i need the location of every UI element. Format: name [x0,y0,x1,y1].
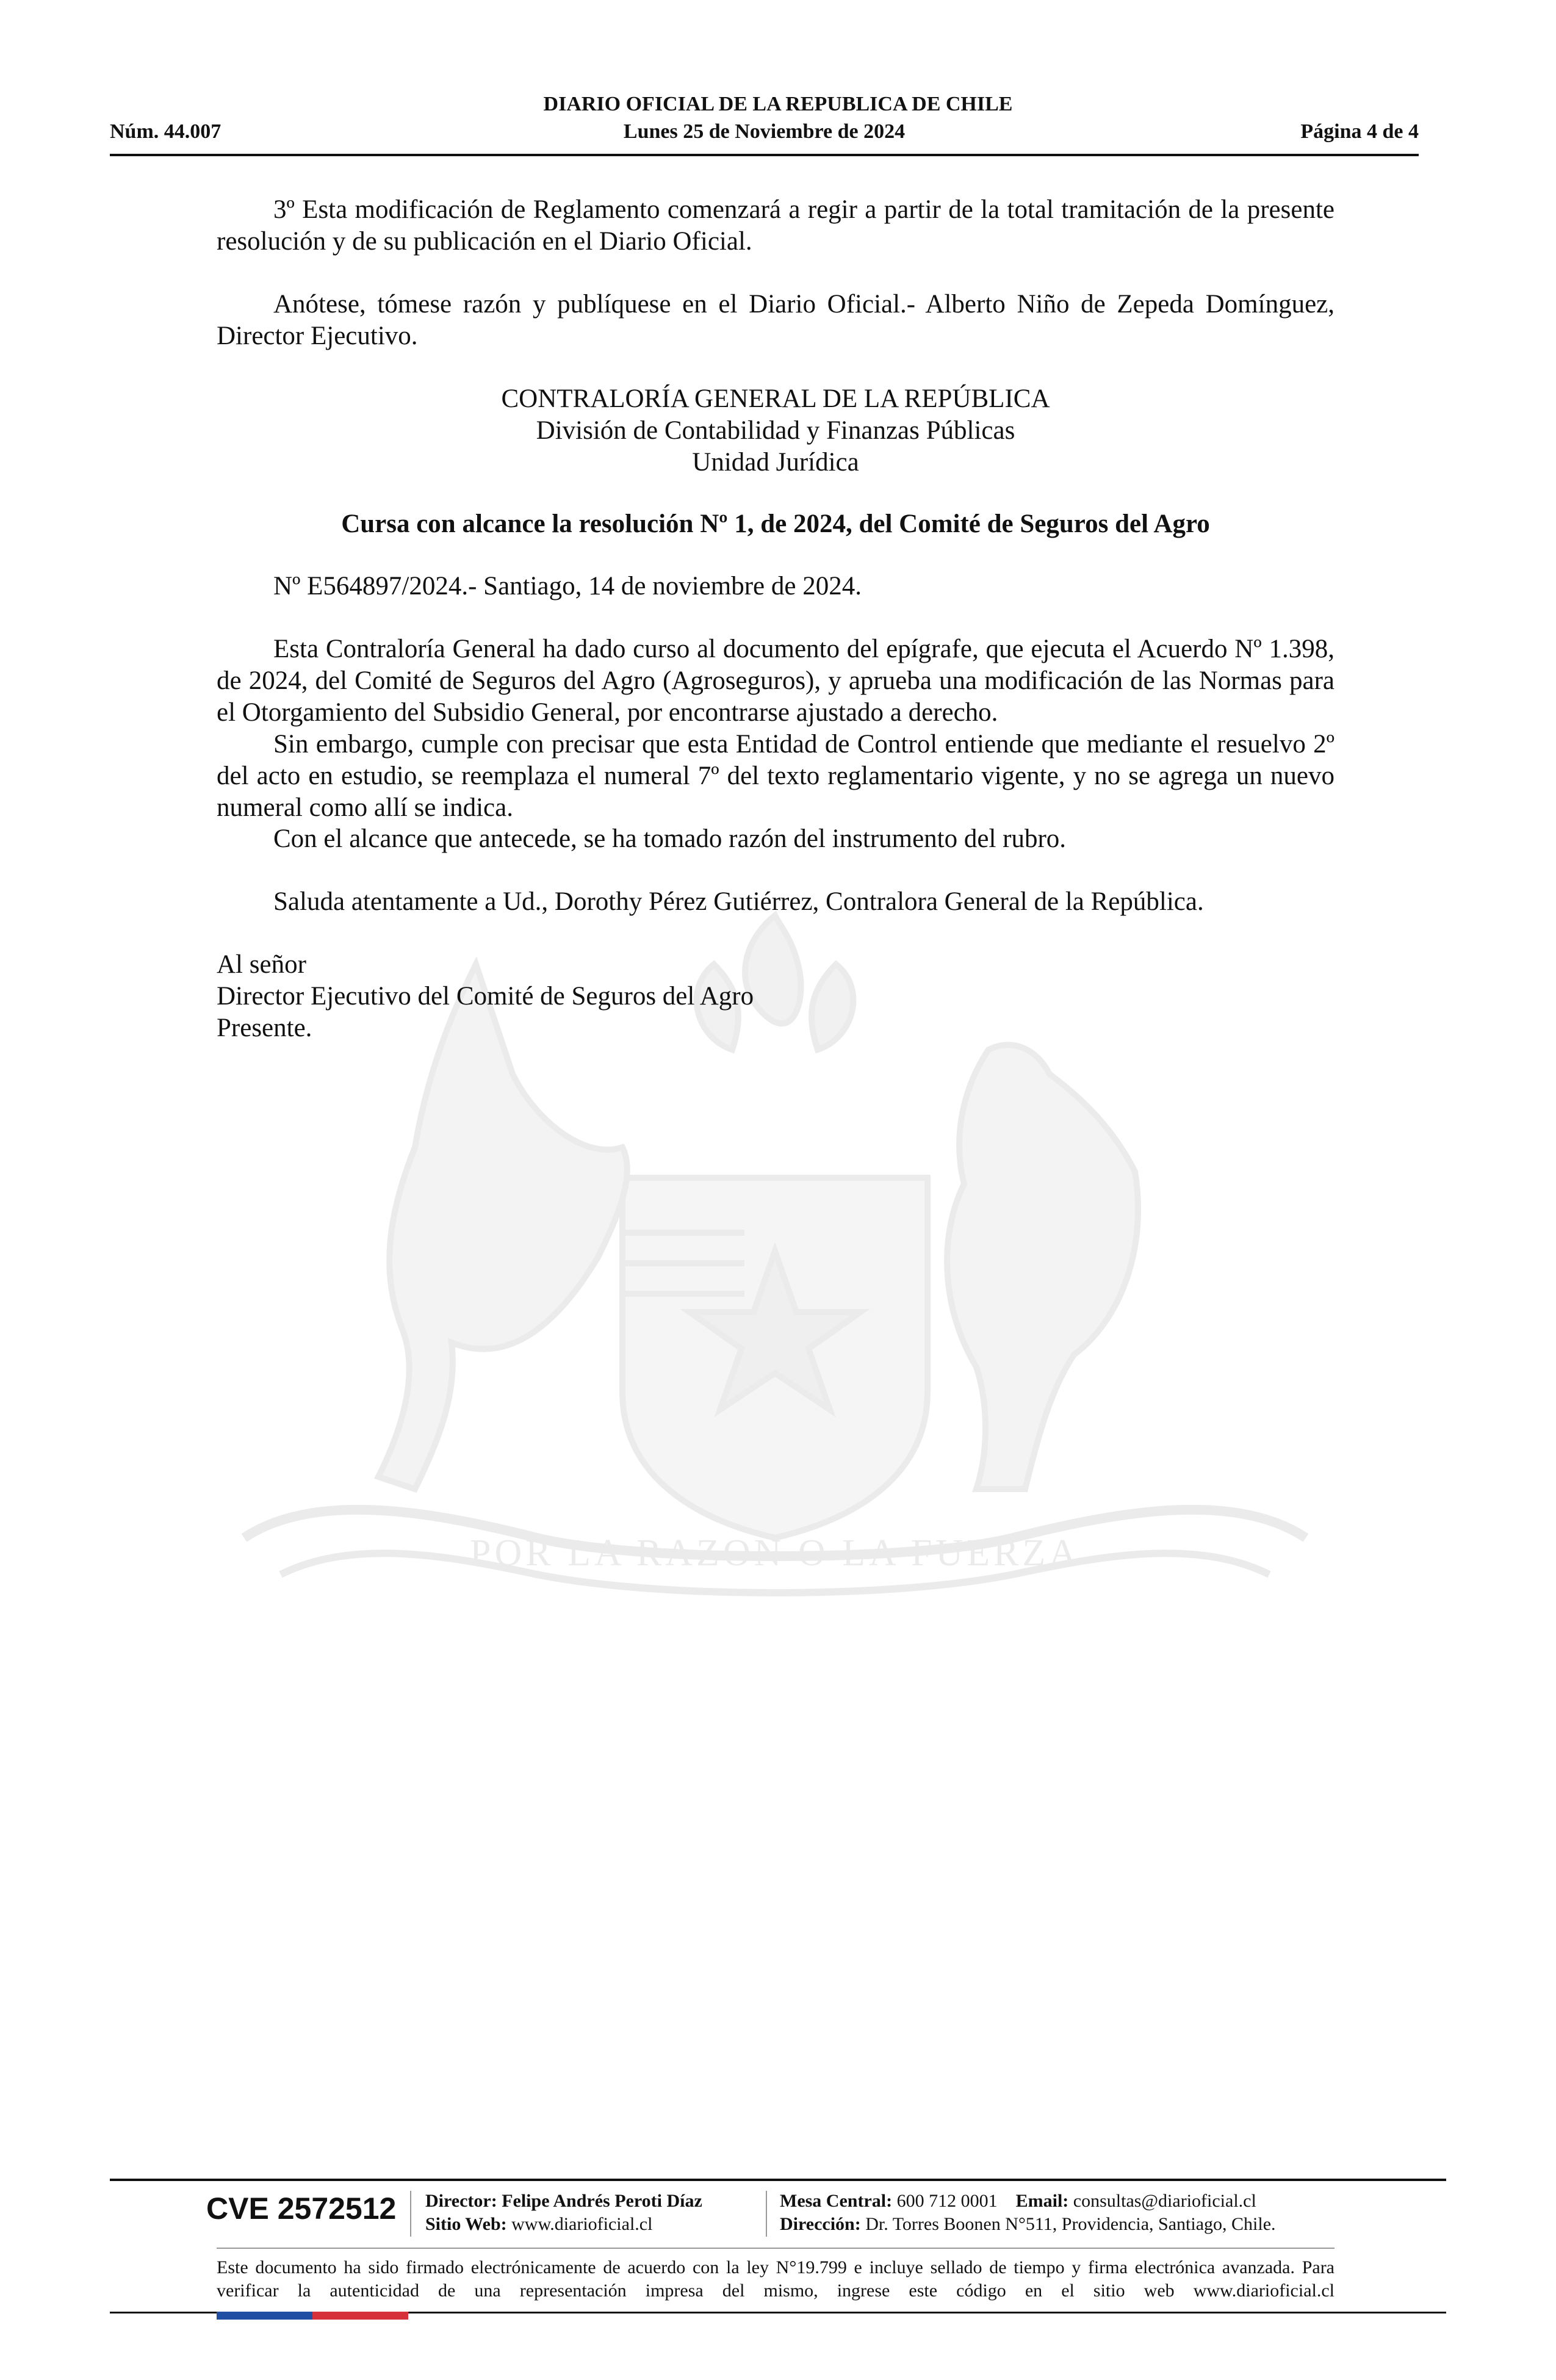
paragraph-effective-date: 3º Esta modificación de Reglamento comenzará a regir a partir de la total tramitación de la presente resolución y de su publicación en el Diario Oficial. [217,195,1334,256]
signature-disclaimer: Este documento ha sido firmado electrónicamente de acuerdo con la ley N°19.799 e incluye sellado de tiempo y firma electrónica avanzada. Para verificar la autenticidad de una representación impresa del mismo, ingrese este código en el sitio web www.diarioficial.cl [217,2257,1334,2301]
flag-stripe-red [312,2312,408,2320]
issuer-block [217,383,1334,478]
footer-divider-mid [217,2248,1334,2249]
footer-director: Director: Felipe Andrés Peroti Díaz [425,2191,702,2211]
page-indicator: Página 4 de 4 [1300,120,1419,143]
issue-date: Lunes 25 de Noviembre de 2024 [623,120,906,143]
footer-divider-top [110,2179,1446,2181]
newspaper-title: DIARIO OFICIAL DE LA REPUBLICA DE CHILE [543,93,1013,115]
footer-separator [766,2191,767,2237]
addressee-line-3: Presente. [217,1014,312,1042]
paragraph-conclusion: Con el alcance que antecede, se ha tomado razón del instrumento del rubro. [273,824,1067,853]
email-link[interactable]: consultas@diarioficial.cl [1073,2191,1256,2211]
resolution-heading: Cursa con alcance la resolución Nº 1, de 2024, del Comité de Seguros del Agro [341,510,1210,538]
issuer-line-3: Unidad Jurídica [692,448,859,477]
paragraph-approval: Esta Contraloría General ha dado curso al documento del epígrafe, que ejecuta el Acuerdo Nº 1.398, de 2024, del Comité de Seguros del Agro (Agroseguros), y aprueba una modificación de las Normas para el Otorgamiento del Subsidio General, por encontrarse ajustado a derecho. [217,635,1334,727]
paragraph-greeting: Saluda atentamente a Ud., Dorothy Pérez Gutiérrez, Contralora General de la República. [273,887,1204,916]
website-link[interactable]: www.diarioficial.cl [511,2214,653,2234]
footer-address: Dirección: Dr. Torres Boonen N°511, Providencia, Santiago, Chile. [780,2214,1276,2234]
addressee-line-1: Al señor [217,950,306,979]
issue-number: Núm. 44.007 [110,120,222,143]
issuer-line-2: División de Contabilidad y Finanzas Públicas [536,416,1015,445]
watermark-motto: POR LA RAZON O LA FUERZA [469,1532,1081,1574]
footer-separator [410,2191,411,2237]
reference-line: Nº E564897/2024.- Santiago, 14 de noviembre de 2024. [273,572,862,600]
cve-code: CVE 2572512 [206,2191,397,2226]
addressee-block [217,949,1334,1044]
issuer-line-1: CONTRALORÍA GENERAL DE LA REPÚBLICA [501,384,1050,413]
footer-website: Sitio Web: www.diarioficial.cl [425,2214,653,2234]
flag-stripe-blue [217,2312,312,2320]
addressee-line-2: Director Ejecutivo del Comité de Seguros del Agro [217,982,754,1011]
paragraph-clarification: Sin embargo, cumple con precisar que esta Entidad de Control entiende que mediante el resuelvo 2º del acto en estudio, se reemplaza el numeral 7º del texto reglamentario vigente, y no se agrega un nuevo numeral como allí se indica. [217,730,1334,822]
header-divider [110,154,1419,156]
footer-contact: Mesa Central: 600 712 0001 Email: consultas@diarioficial.cl [780,2191,1256,2211]
paragraph-signoff: Anótese, tómese razón y publíquese en el Diario Oficial.- Alberto Niño de Zepeda Domínguez, Director Ejecutivo. [217,290,1334,350]
